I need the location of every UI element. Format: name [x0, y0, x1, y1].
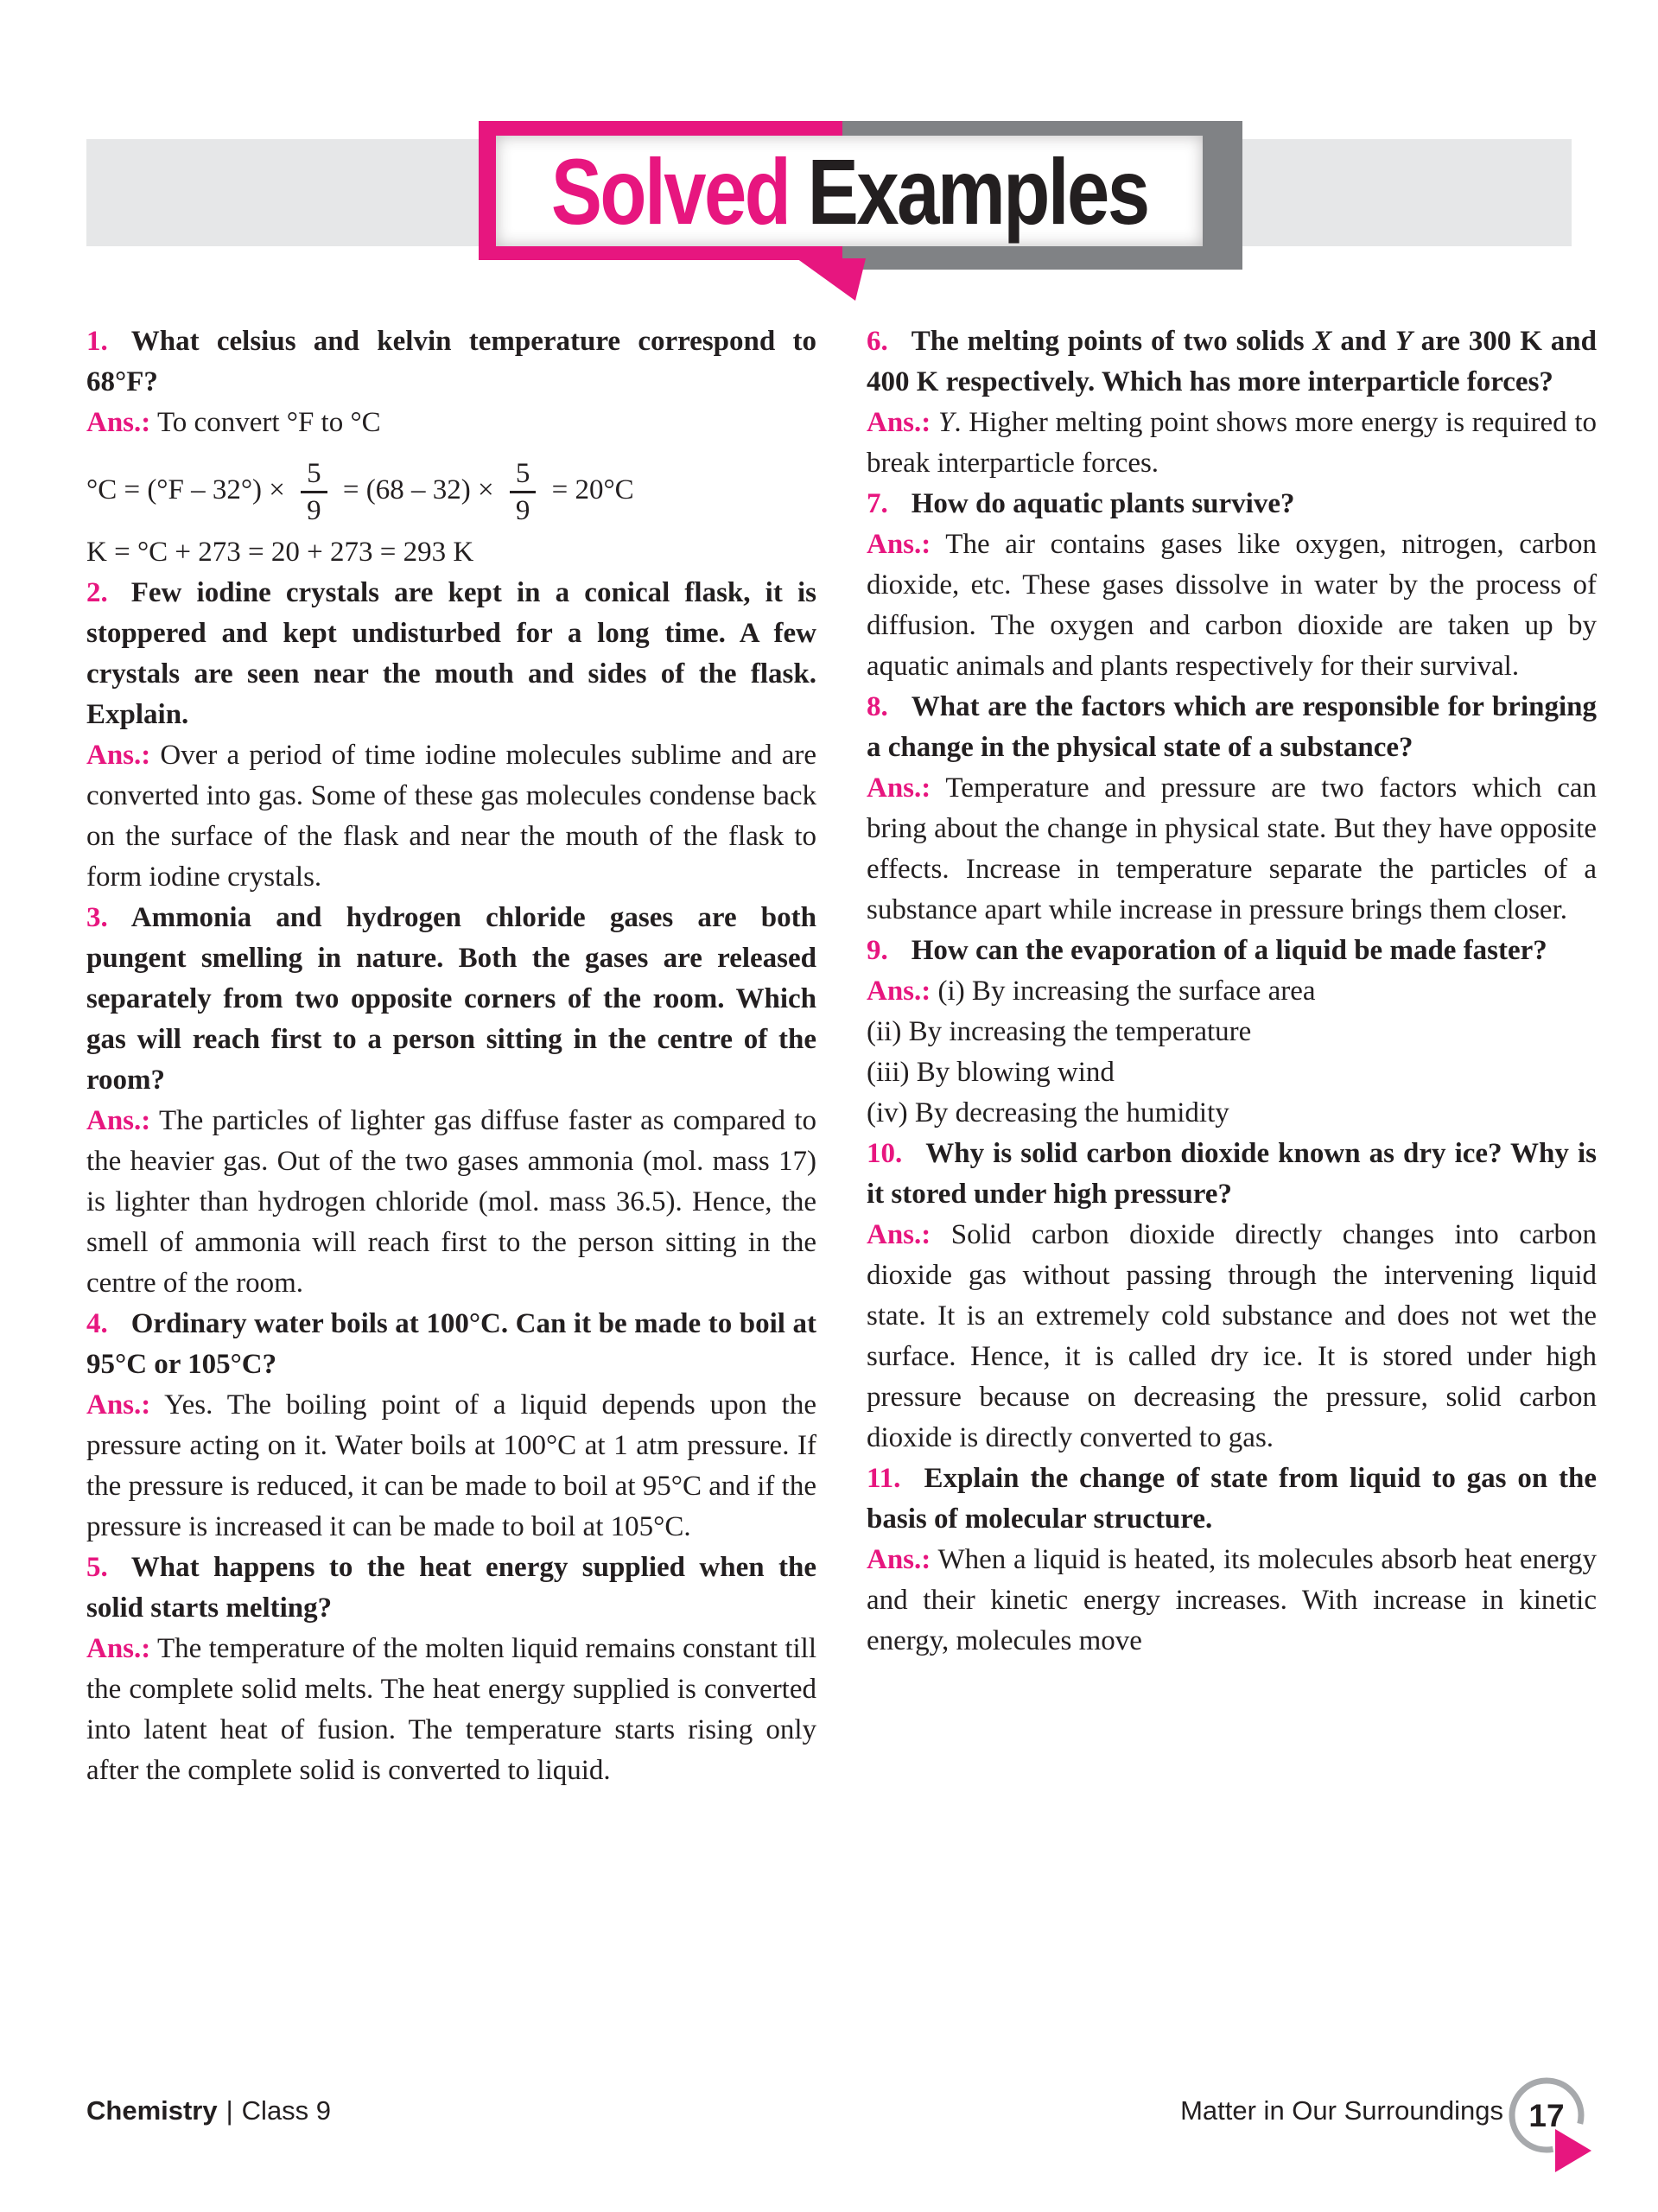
formula-text: = 20°C [544, 474, 634, 506]
text-run: Over a period of time iodine molecules sublime and are converted into gas. Some of these gas molecules condense back on the surface of the flask and near the mouth of the flask to form iodine crystals. [86, 740, 817, 893]
answer-label: Ans.: [867, 976, 931, 1007]
text-run: The air contains gases like oxygen, nitrogen, carbon dioxide, etc. These gases dissolve in water by the process of diffusion. The oxygen and carbon dioxide are taken up by aquatic animals and plants respectively for their survival. [867, 529, 1597, 682]
question-number: 9. [867, 935, 888, 966]
text-run: What celsius and kelvin temperature correspond to 68°F? [86, 326, 816, 397]
formula-text: = (68 – 32) × [335, 474, 501, 506]
question [867, 1134, 1597, 1215]
answer-label: Ans.: [86, 740, 151, 771]
answer [867, 768, 1597, 931]
text-run: What are the factors which are responsible for bringing a change in the physical state of a substance? [867, 691, 1597, 763]
answer-label: Ans.: [867, 772, 931, 804]
answer-label: Ans.: [86, 1633, 151, 1664]
question [867, 931, 1597, 971]
answer-list-line: (ii) By increasing the temperature [867, 1016, 1252, 1047]
text-run: What happens to the heat energy supplied when the solid starts melting? [86, 1552, 816, 1624]
italic-text: Y [1394, 326, 1413, 357]
text-run: How do aquatic plants survive? [911, 488, 1295, 519]
answer [86, 735, 816, 898]
formula-text: °C = (°F – 32°) × [86, 474, 293, 506]
qa-item [86, 1548, 816, 1791]
question [86, 898, 816, 1101]
text-run: . Higher melting point shows more energy is required to break interparticle forces. [867, 407, 1598, 479]
answer-label: Ans.: [86, 1105, 151, 1136]
text-run: Ordinary water boils at 100°C. Can it be made to boil at 95°C or 105°C? [86, 1308, 816, 1380]
text-run: Solid carbon dioxide directly changes into carbon dioxide gas without passing through the intervening liquid state. It is an extremely cold substance and does not wet the surface. Hence, it is called dry ice. It is stored under high pressure because on decreasing the pressure, solid carbon dioxide is directly converted to gas. [867, 1219, 1597, 1453]
formula-kelvin-line: K = °C + 273 = 20 + 273 = 293 K [86, 537, 474, 568]
italic-text: Y [937, 407, 955, 438]
text-run: The temperature of the molten liquid remains constant till the complete solid melts. The heat energy supplied is converted into latent heat of fusion. The temperature starts rising only after the complete solid is converted to liquid. [86, 1633, 817, 1786]
qa-item [867, 1134, 1597, 1459]
qa-item [867, 321, 1597, 484]
question-number: 3. [86, 902, 108, 933]
qa-item [867, 484, 1597, 687]
question [867, 484, 1597, 524]
page-title-solved: Solved [550, 138, 790, 244]
qa-item [86, 573, 816, 898]
text-run: Temperature and pressure are two factors which can bring about the change in physical state. But they have opposite effects. Increase in temperature separate the particles of a substance apart while increase in pressure brings them closer. [867, 772, 1598, 925]
question-number: 11. [867, 1463, 901, 1494]
column-right [867, 321, 1597, 1662]
footer-class: Class 9 [241, 2095, 332, 2126]
text-run: To convert °F to °C [156, 407, 381, 438]
footer-separator: | [226, 2095, 233, 2126]
answer-label: Ans.: [86, 407, 151, 438]
question-number: 10. [867, 1138, 903, 1169]
answer-label: Ans.: [867, 407, 931, 438]
qa-item [867, 931, 1597, 1134]
answer-label: Ans.: [867, 1544, 931, 1575]
text-run: are 300 K and 400 K respectively. Which has more interparticle forces? [867, 326, 1598, 397]
footer-chapter-title: Matter in Our Surroundings [1180, 2095, 1503, 2126]
question-number: 4. [86, 1308, 108, 1339]
question [867, 321, 1597, 403]
page-title-examples: Examples [807, 138, 1148, 244]
qa-item [86, 321, 816, 573]
answer [86, 1101, 816, 1304]
qa-item [867, 1459, 1597, 1662]
banner-box [496, 136, 1203, 246]
text-run: and [1331, 326, 1395, 357]
text-run: The particles of lighter gas diffuse faster as compared to the heavier gas. Out of the two gases ammonia (mol. mass 17) is lighter than hydrogen chloride (mol. mass 36.5). Hence, the smell of ammonia will reach first to the person sitting in the centre of the room. [86, 1105, 816, 1299]
question-number: 2. [86, 577, 108, 608]
answer [867, 1540, 1597, 1662]
question [86, 1304, 816, 1385]
qa-item [86, 1304, 816, 1548]
text-run: The melting points of two solids [911, 326, 1313, 357]
answer-list-line: (iv) By decreasing the humidity [867, 1097, 1229, 1128]
fraction-numerator: 5 [510, 457, 537, 493]
fraction-numerator: 5 [301, 457, 327, 493]
italic-text: X [1312, 326, 1332, 357]
answer [86, 1629, 816, 1791]
answer [86, 403, 816, 443]
text-run: Explain the change of state from liquid to gas on the basis of molecular structure. [867, 1463, 1597, 1535]
text-run: Why is solid carbon dioxide known as dry ice? Why is it stored under high pressure? [867, 1138, 1597, 1210]
text-run: Few iodine crystals are kept in a conical flask, it is stoppered and kept undisturbed for a long time. A few crystals are seen near the mouth and sides of the flask. Explain. [86, 577, 816, 730]
answer-label: Ans.: [86, 1389, 151, 1421]
banner-tail [797, 258, 866, 301]
question [867, 687, 1597, 768]
text-run: When a liquid is heated, its molecules absorb heat energy and their kinetic energy increases. With increase in kinetic energy, molecules move [867, 1544, 1598, 1656]
qa-item [86, 898, 816, 1304]
question-number: 5. [86, 1552, 108, 1583]
question [86, 321, 816, 403]
text-run: How can the evaporation of a liquid be made faster? [911, 935, 1547, 966]
answer [86, 1385, 816, 1548]
answer-label: Ans.: [867, 1219, 931, 1250]
fraction-denominator: 9 [515, 495, 530, 526]
text-run: (i) By increasing the surface area [937, 976, 1316, 1007]
question [86, 1548, 816, 1629]
answer [867, 524, 1597, 687]
page-number-badge [1505, 2069, 1600, 2177]
qa-item [867, 687, 1597, 931]
answer-list-line: (iii) By blowing wind [867, 1057, 1115, 1088]
footer-subject: Chemistry [86, 2095, 218, 2126]
answer-label: Ans.: [867, 529, 931, 560]
answer [867, 403, 1597, 484]
next-page-arrow-icon [1555, 2129, 1591, 2172]
column-left [86, 321, 816, 1791]
question-number: 1. [86, 326, 108, 357]
answer [867, 1215, 1597, 1459]
text-run: Ammonia and hydrogen chloride gases are both pungent smelling in nature. Both the gases are released separately from two opposite corners of the room. Which gas will reach first to a person sitting in the centre of the room? [86, 902, 816, 1096]
text-run: Yes. The boiling point of a liquid depends upon the pressure acting on it. Water boils at 100°C at 1 atm pressure. If the pressure is reduced, it can be made to boil at 95°C and if the pressure is increased it can be made to boil at 105°C. [86, 1389, 816, 1542]
footer-book-info [86, 2095, 331, 2126]
fraction [301, 457, 327, 527]
page-number: 17 [1528, 2098, 1565, 2133]
question [867, 1459, 1597, 1540]
page-title [551, 137, 1148, 245]
fraction [510, 457, 537, 527]
fraction-denominator: 9 [307, 495, 321, 526]
formula [86, 457, 816, 527]
question-number: 7. [867, 488, 888, 519]
answer [867, 971, 1597, 1134]
question-number: 8. [867, 691, 888, 722]
question [86, 573, 816, 735]
question-number: 6. [867, 326, 888, 357]
